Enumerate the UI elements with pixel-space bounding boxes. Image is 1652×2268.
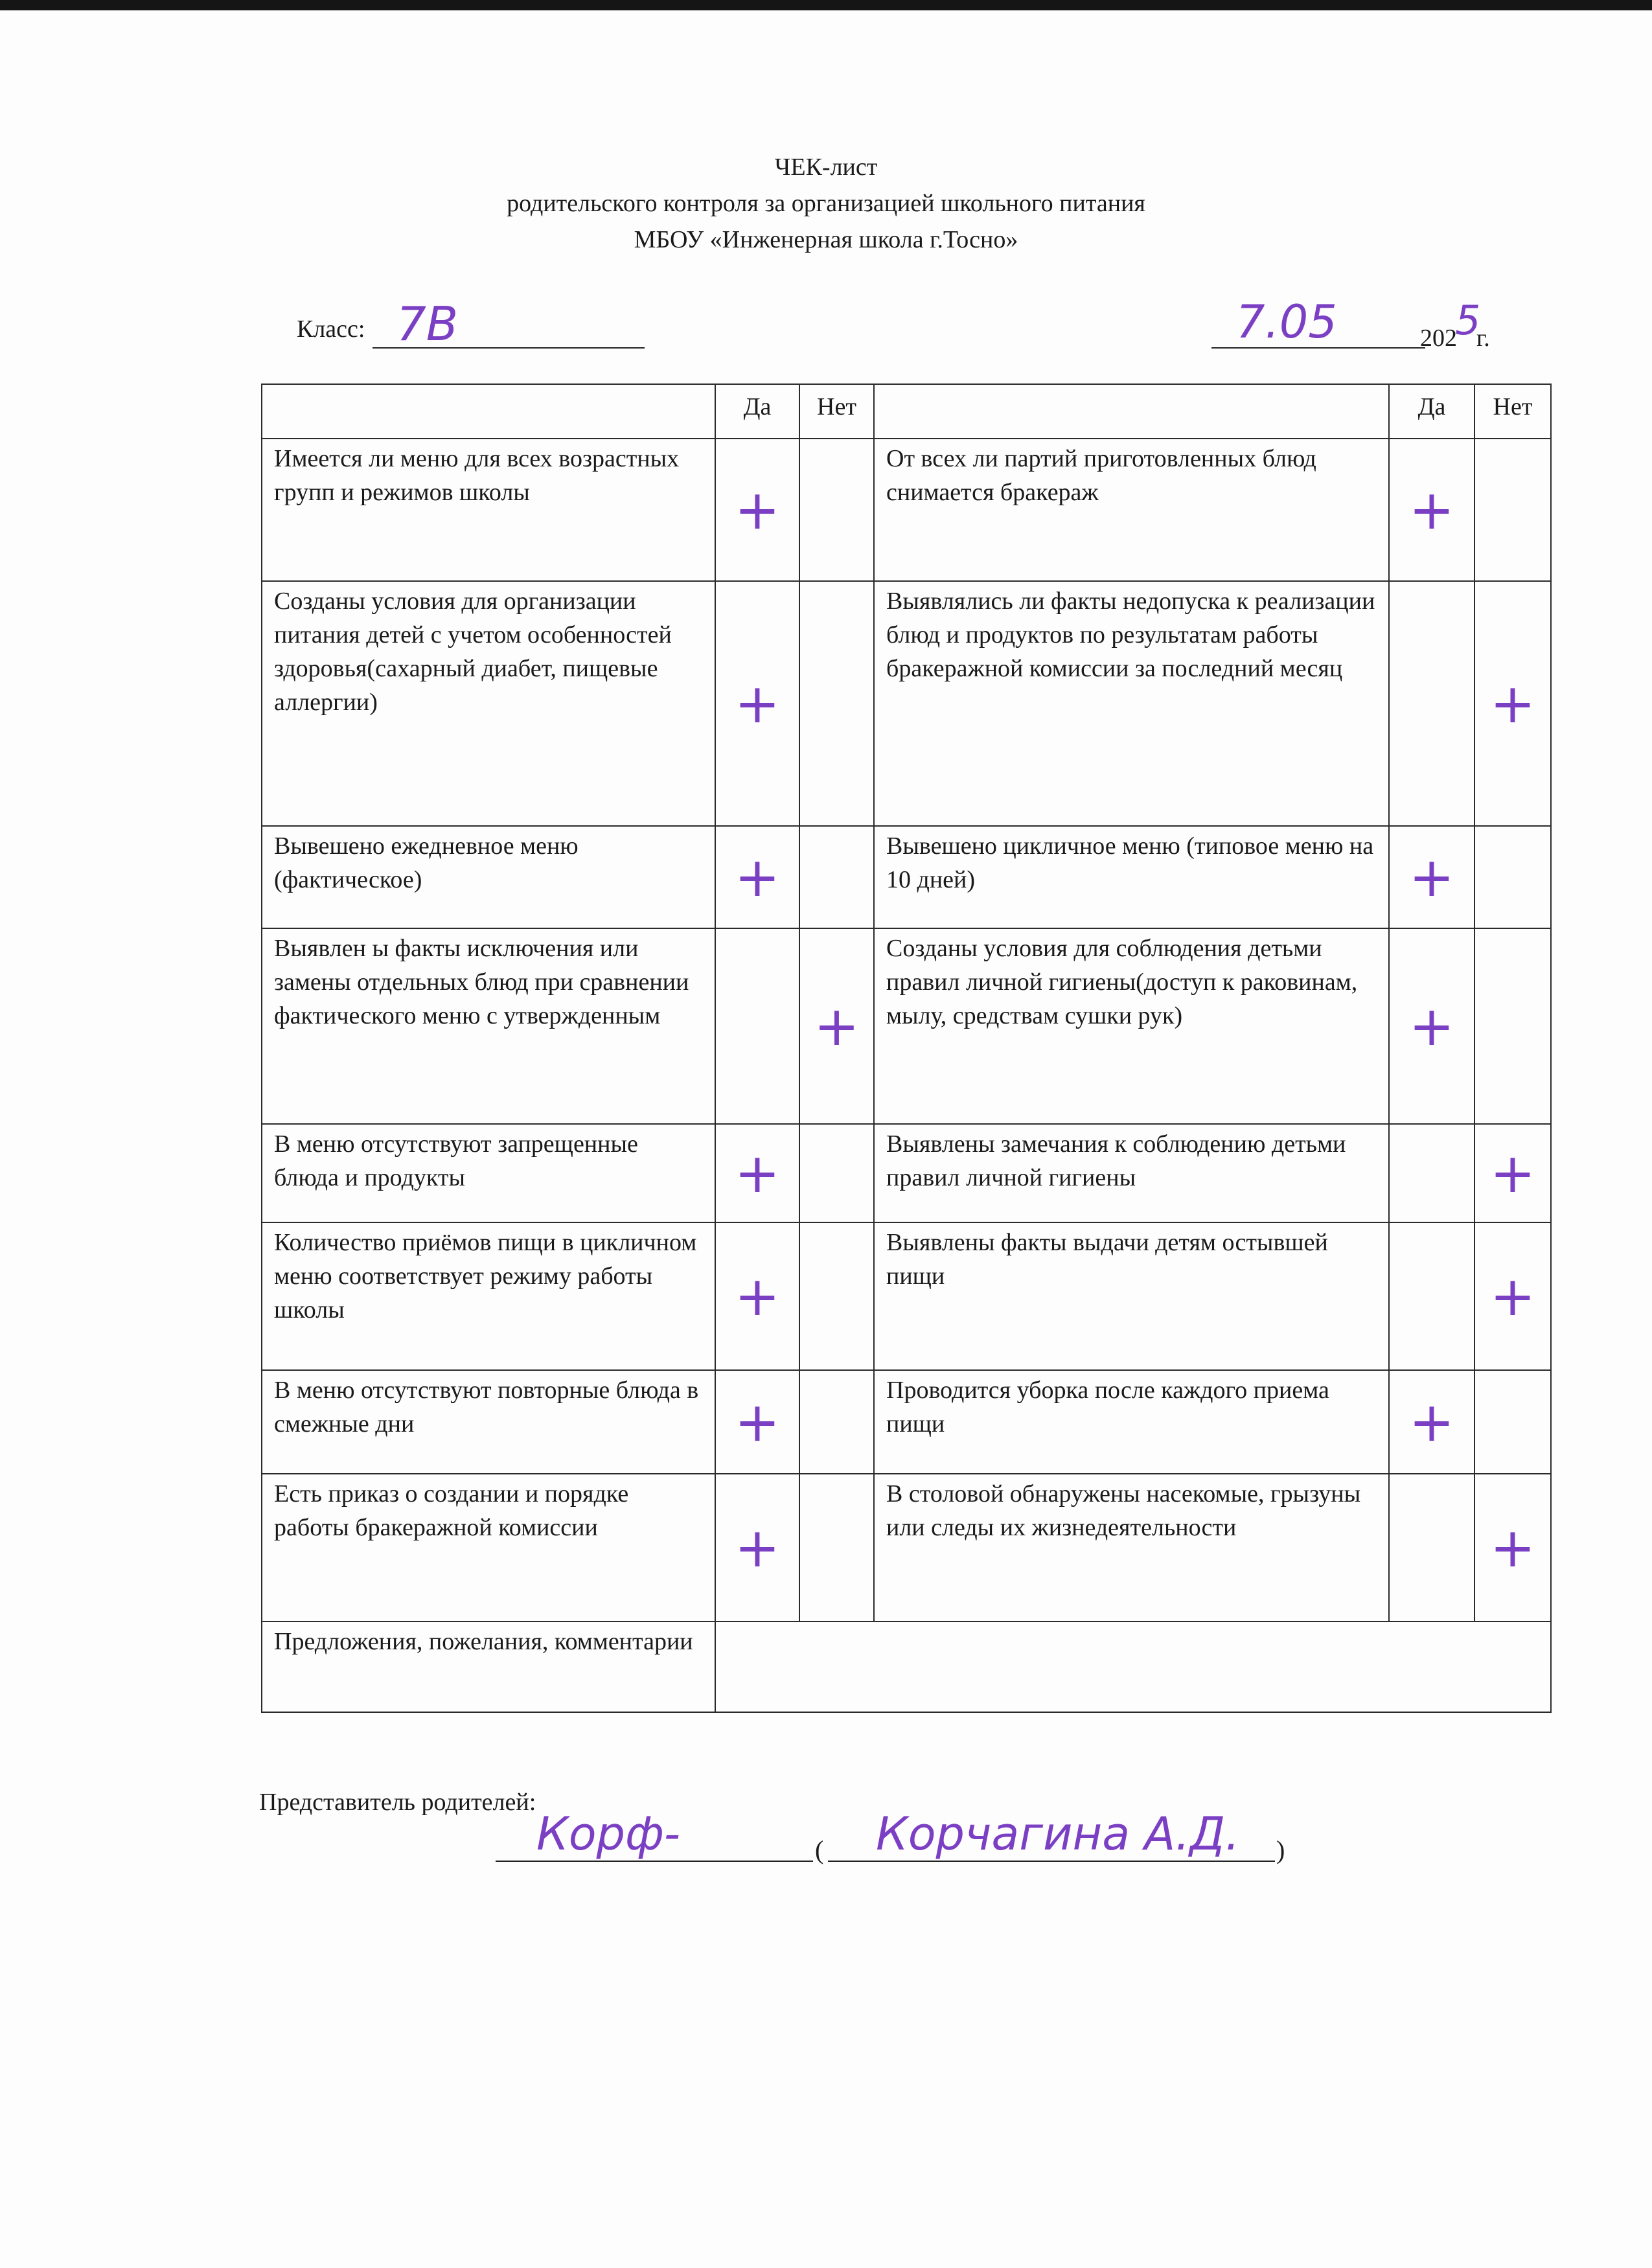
answer-yes-left[interactable] <box>715 1124 799 1222</box>
question-left: В меню отсутствуют запрещенные блюда и продукты <box>262 1124 715 1222</box>
header-no-left: Нет <box>799 384 874 439</box>
question-right: Выявлены замечания к соблюдению детьми правил личной гигиены <box>874 1124 1389 1222</box>
answer-no-left[interactable] <box>799 1222 874 1370</box>
answer-yes-right[interactable] <box>1389 1124 1474 1222</box>
title-line-1: ЧЕК-лист <box>774 154 878 181</box>
answer-yes-left[interactable] <box>715 1370 799 1474</box>
question-right: В столовой обнаружены насекомые, грызуны или следы их жизнедеятельности <box>874 1474 1389 1621</box>
scan-top-edge <box>0 0 1652 10</box>
answer-yes-left[interactable] <box>715 826 799 928</box>
table-row <box>262 1474 1551 1621</box>
table-row <box>262 1124 1551 1222</box>
answer-no-left[interactable] <box>799 1474 874 1621</box>
answer-yes-left[interactable] <box>715 581 799 826</box>
plus-mark: + <box>734 845 781 909</box>
question-right: От всех ли партий приготовленных блюд снимается бракераж <box>874 439 1389 581</box>
answer-no-left[interactable] <box>799 826 874 928</box>
table-row <box>262 439 1551 581</box>
answer-yes-left[interactable] <box>715 1222 799 1370</box>
plus-mark: + <box>734 1141 781 1205</box>
plus-mark: + <box>1408 845 1455 909</box>
answer-no-right[interactable] <box>1474 1474 1551 1621</box>
question-right: Вывешено цикличное меню (типовое меню на 10 дней) <box>874 826 1389 928</box>
title-line-2: родительского контроля за организацией школьного питания <box>507 190 1145 217</box>
class-value[interactable]: 7В <box>396 297 459 351</box>
header-blank-left <box>262 384 715 439</box>
title-line-3: МБОУ «Инженерная школа г.Тосно» <box>634 226 1018 253</box>
comments-row <box>262 1621 1551 1712</box>
question-left: Созданы условия для организации питания детей с учетом особенностей здоровья(сахарный диабет, пищевые аллергии) <box>262 581 715 826</box>
question-right: Проводится уборка после каждого приема пищи <box>874 1370 1389 1474</box>
plus-mark: + <box>734 1515 781 1579</box>
plus-mark: + <box>734 1390 781 1454</box>
header-yes-left: Да <box>715 384 799 439</box>
answer-no-left[interactable] <box>799 439 874 581</box>
answer-no-left[interactable] <box>799 928 874 1124</box>
plus-mark: + <box>734 1264 781 1328</box>
plus-mark: + <box>1408 1390 1455 1454</box>
representative-name[interactable]: Корчагина А.Д. <box>876 1807 1240 1861</box>
date-value[interactable]: 7.05 <box>1236 295 1337 349</box>
answer-yes-left[interactable] <box>715 439 799 581</box>
question-left: Есть приказ о создании и порядке работы бракеражной комиссии <box>262 1474 715 1621</box>
class-label: Класс: <box>297 315 365 343</box>
answer-yes-left[interactable] <box>715 928 799 1124</box>
table-header-row <box>262 384 1551 439</box>
table-row <box>262 1370 1551 1474</box>
year-prefix: 202 <box>1420 325 1457 352</box>
header-blank-right <box>874 384 1389 439</box>
answer-yes-right[interactable] <box>1389 1474 1474 1621</box>
plus-mark: + <box>814 994 860 1058</box>
answer-no-left[interactable] <box>799 1124 874 1222</box>
paren-close: ) <box>1276 1835 1285 1864</box>
plus-mark: + <box>1489 671 1536 735</box>
question-left: Количество приёмов пищи в цикличном меню соответствует режиму работы школы <box>262 1222 715 1370</box>
answer-yes-right[interactable] <box>1389 1370 1474 1474</box>
document-title <box>0 149 1652 258</box>
answer-no-left[interactable] <box>799 1370 874 1474</box>
table-row <box>262 1222 1551 1370</box>
answer-no-right[interactable] <box>1474 1222 1551 1370</box>
answer-no-left[interactable] <box>799 581 874 826</box>
plus-mark: + <box>734 671 781 735</box>
answer-no-right[interactable] <box>1474 826 1551 928</box>
signature[interactable]: Корф- <box>536 1807 681 1861</box>
answer-no-right[interactable] <box>1474 581 1551 826</box>
question-right: Созданы условия для соблюдения детьми правил личной гигиены(доступ к раковинам, мылу, средствам сушки рук) <box>874 928 1389 1124</box>
question-right: Выявлены факты выдачи детям остывшей пищи <box>874 1222 1389 1370</box>
answer-no-right[interactable] <box>1474 928 1551 1124</box>
question-left: В меню отсутствуют повторные блюда в смежные дни <box>262 1370 715 1474</box>
plus-mark: + <box>734 477 781 542</box>
header-yes-right: Да <box>1389 384 1474 439</box>
answer-no-right[interactable] <box>1474 439 1551 581</box>
plus-mark: + <box>1489 1264 1536 1328</box>
header-no-right: Нет <box>1474 384 1551 439</box>
signature-underline <box>496 1861 813 1862</box>
question-left: Имеется ли меню для всех возрастных групп и режимов школы <box>262 439 715 581</box>
question-right: Выявлялись ли факты недопуска к реализации блюд и продуктов по результатам работы бракеражной комиссии за последний месяц <box>874 581 1389 826</box>
paren-open: ( <box>815 1835 824 1864</box>
answer-yes-right[interactable] <box>1389 439 1474 581</box>
plus-mark: + <box>1408 994 1455 1058</box>
answer-yes-right[interactable] <box>1389 581 1474 826</box>
comments-field[interactable] <box>715 1621 1551 1712</box>
answer-no-right[interactable] <box>1474 1370 1551 1474</box>
year-digit[interactable]: 5 <box>1455 297 1481 344</box>
question-left: Вывешено ежедневное меню (фактическое) <box>262 826 715 928</box>
plus-mark: + <box>1489 1141 1536 1205</box>
plus-mark: + <box>1408 477 1455 542</box>
name-underline <box>828 1861 1275 1862</box>
comments-label: Предложения, пожелания, комментарии <box>262 1621 715 1712</box>
representative-label: Представитель родителей: <box>259 1789 536 1816</box>
table-row <box>262 581 1551 826</box>
table-row <box>262 928 1551 1124</box>
question-left: Выявлен ы факты исключения или замены отдельных блюд при сравнении фактического меню с утвержденным <box>262 928 715 1124</box>
answer-yes-right[interactable] <box>1389 826 1474 928</box>
answer-yes-left[interactable] <box>715 1474 799 1621</box>
answer-yes-right[interactable] <box>1389 1222 1474 1370</box>
table-row <box>262 826 1551 928</box>
checklist-table <box>261 384 1552 1713</box>
year-suffix: г. <box>1476 325 1490 352</box>
plus-mark: + <box>1489 1515 1536 1579</box>
answer-yes-right[interactable] <box>1389 928 1474 1124</box>
answer-no-right[interactable] <box>1474 1124 1551 1222</box>
